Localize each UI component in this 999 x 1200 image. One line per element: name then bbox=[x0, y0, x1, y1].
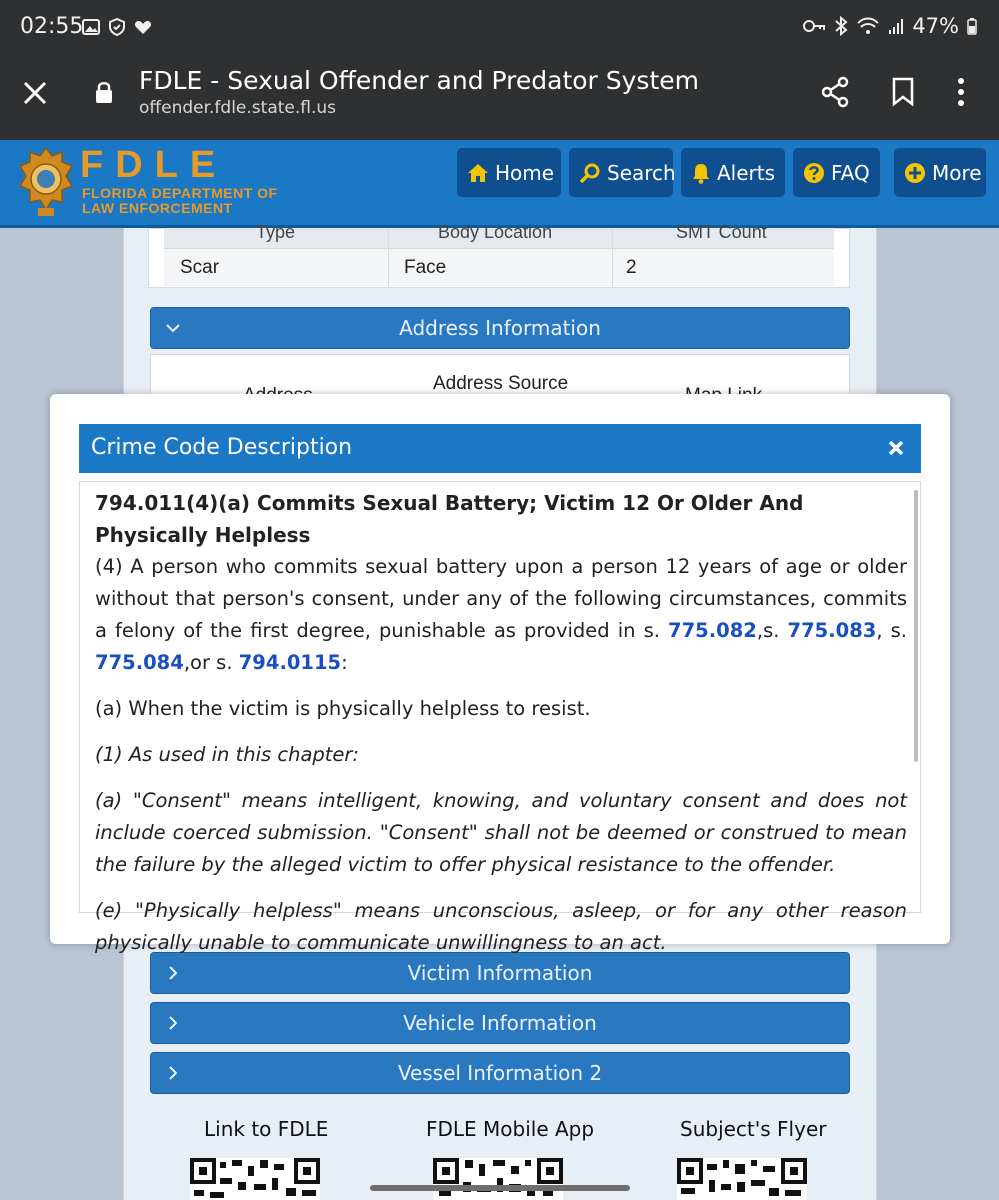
smt-header-location: Body Location bbox=[438, 222, 553, 242]
site-header bbox=[0, 140, 999, 228]
plus-icon bbox=[904, 162, 926, 184]
link-to-fdle[interactable]: Link to FDLE bbox=[204, 1117, 329, 1141]
heart-icon bbox=[134, 18, 152, 36]
definition-physically-helpless-text: (e) "Physically helpless" means unconscious, asleep, or for any other reason physically unable to communicate unwillingness to an act. bbox=[95, 899, 907, 954]
definition-consent bbox=[95, 785, 907, 881]
modal-header bbox=[79, 424, 921, 473]
subjects-flyer-link[interactable]: Subject's Flyer bbox=[680, 1117, 827, 1141]
chevron-right-icon bbox=[165, 1013, 181, 1033]
nav-more-label: More bbox=[932, 160, 982, 185]
bookmark-icon[interactable] bbox=[890, 76, 916, 108]
nav-faq-label: FAQ bbox=[831, 160, 870, 185]
victim-information-label: Victim Information bbox=[407, 961, 593, 985]
home-icon bbox=[467, 163, 489, 183]
statute-link-775084[interactable]: 775.084 bbox=[95, 651, 184, 674]
battery-icon bbox=[967, 17, 977, 35]
modal-title: Crime Code Description bbox=[91, 435, 353, 460]
qr-code-icon[interactable] bbox=[433, 1158, 563, 1200]
crime-code-heading: 794.011(4)(a) Commits Sexual Battery; Victim 12 Or Older And Physically Helpless bbox=[95, 491, 804, 547]
crime-code-modal bbox=[50, 394, 950, 954]
shield-icon bbox=[108, 18, 126, 36]
qr-code-icon[interactable] bbox=[677, 1158, 807, 1200]
crime-description bbox=[95, 487, 907, 973]
signal-icon bbox=[888, 17, 904, 35]
system-icons bbox=[802, 14, 977, 38]
table-row bbox=[164, 248, 834, 286]
notification-icons bbox=[82, 18, 152, 36]
brand-subtitle-line2: LAW ENFORCEMENT bbox=[82, 200, 233, 216]
nav-more-button[interactable] bbox=[894, 148, 986, 197]
gesture-bar[interactable] bbox=[370, 1185, 630, 1191]
definitions-intro-text: (1) As used in this chapter: bbox=[95, 743, 360, 766]
status-bar bbox=[0, 0, 999, 58]
qr-code-icon[interactable] bbox=[190, 1158, 320, 1200]
modal-body[interactable] bbox=[79, 481, 921, 954]
smt-cell-type: Scar bbox=[180, 257, 220, 278]
question-icon bbox=[803, 162, 825, 184]
statute-link-775082[interactable]: 775.082 bbox=[668, 619, 757, 642]
nav-alerts-button[interactable] bbox=[681, 148, 785, 197]
search-icon bbox=[579, 162, 601, 184]
browser-url[interactable]: offender.fdle.state.fl.us bbox=[139, 98, 337, 118]
browser-toolbar bbox=[0, 58, 999, 140]
wifi-icon bbox=[856, 16, 880, 36]
image-icon bbox=[82, 18, 100, 36]
vpn-key-icon bbox=[802, 17, 826, 35]
vehicle-information-label: Vehicle Information bbox=[403, 1011, 597, 1035]
nav-search-label: Search bbox=[607, 160, 676, 185]
statute-separator: , s. bbox=[876, 619, 907, 642]
nav-faq-button[interactable] bbox=[793, 148, 880, 197]
statute-link-7940115[interactable]: 794.0115 bbox=[238, 651, 342, 674]
statute-subsection-a: (a) When the victim is physically helpless to resist. bbox=[95, 697, 591, 720]
address-information-label: Address Information bbox=[399, 316, 601, 340]
statute-paragraph bbox=[95, 551, 907, 679]
column-divider bbox=[612, 228, 613, 286]
fdle-mobile-app-link[interactable]: FDLE Mobile App bbox=[426, 1117, 595, 1141]
close-icon[interactable] bbox=[887, 439, 905, 457]
smt-header-count: SMT Count bbox=[676, 222, 767, 242]
statute-end: : bbox=[341, 651, 348, 674]
definition-physically-helpless bbox=[95, 895, 907, 959]
modal-scrollbar[interactable] bbox=[914, 490, 918, 762]
brand-subtitle-line1: FLORIDA DEPARTMENT OF bbox=[82, 185, 278, 201]
column-divider bbox=[388, 228, 389, 286]
chevron-right-icon bbox=[165, 1063, 181, 1083]
share-icon[interactable] bbox=[820, 76, 850, 108]
lock-icon bbox=[94, 80, 114, 104]
address-information-toggle[interactable] bbox=[150, 307, 850, 349]
nav-home-button[interactable] bbox=[457, 148, 561, 197]
smt-cell-count: 2 bbox=[626, 257, 637, 278]
brand-subtitle bbox=[82, 186, 278, 216]
definitions-intro bbox=[95, 739, 907, 771]
browser-page-title: FDLE - Sexual Offender and Predator System bbox=[139, 66, 699, 95]
bell-icon bbox=[691, 162, 711, 184]
smt-table-header bbox=[164, 222, 834, 248]
chevron-down-icon bbox=[165, 318, 181, 338]
smt-cell-location: Face bbox=[404, 257, 447, 278]
nav-alerts-label: Alerts bbox=[717, 160, 776, 185]
vessel-information-label: Vessel Information 2 bbox=[397, 1061, 603, 1085]
vehicle-information-toggle[interactable] bbox=[150, 1002, 850, 1044]
smt-header-type: Type bbox=[256, 222, 296, 242]
brand-acronym[interactable]: FDLE bbox=[80, 144, 228, 186]
fdle-badge-logo[interactable] bbox=[16, 146, 76, 220]
statute-text: (4) A person who commits sexual battery upon a person 12 years of age or older without that person's consent, under any of the following circumstances, commits a felony of the first degree, punishable as provided in s. bbox=[95, 555, 907, 642]
address-table bbox=[150, 354, 850, 396]
vessel-information-toggle[interactable] bbox=[150, 1052, 850, 1094]
battery-percent: 47% bbox=[912, 14, 959, 38]
address-header-source: Address Source bbox=[433, 373, 569, 394]
statute-link-775083[interactable]: 775.083 bbox=[787, 619, 877, 642]
nav-search-button[interactable] bbox=[569, 148, 676, 197]
statute-separator: ,s. bbox=[756, 619, 788, 642]
more-options-icon[interactable] bbox=[955, 76, 967, 108]
definition-consent-text: (a) "Consent" means intelligent, knowing, and voluntary consent and does not include coerced submission. "Consent" shall not be deemed or construed to mean the failure by the alleged victim to offer physical resistance to the offender. bbox=[95, 789, 907, 876]
close-tab-icon[interactable] bbox=[22, 80, 48, 106]
nav-home-label: Home bbox=[495, 160, 555, 185]
statute-separator: ,or s. bbox=[183, 651, 239, 674]
bluetooth-icon bbox=[834, 16, 848, 36]
clock: 02:55 bbox=[20, 14, 84, 39]
footer-links bbox=[150, 1117, 850, 1147]
